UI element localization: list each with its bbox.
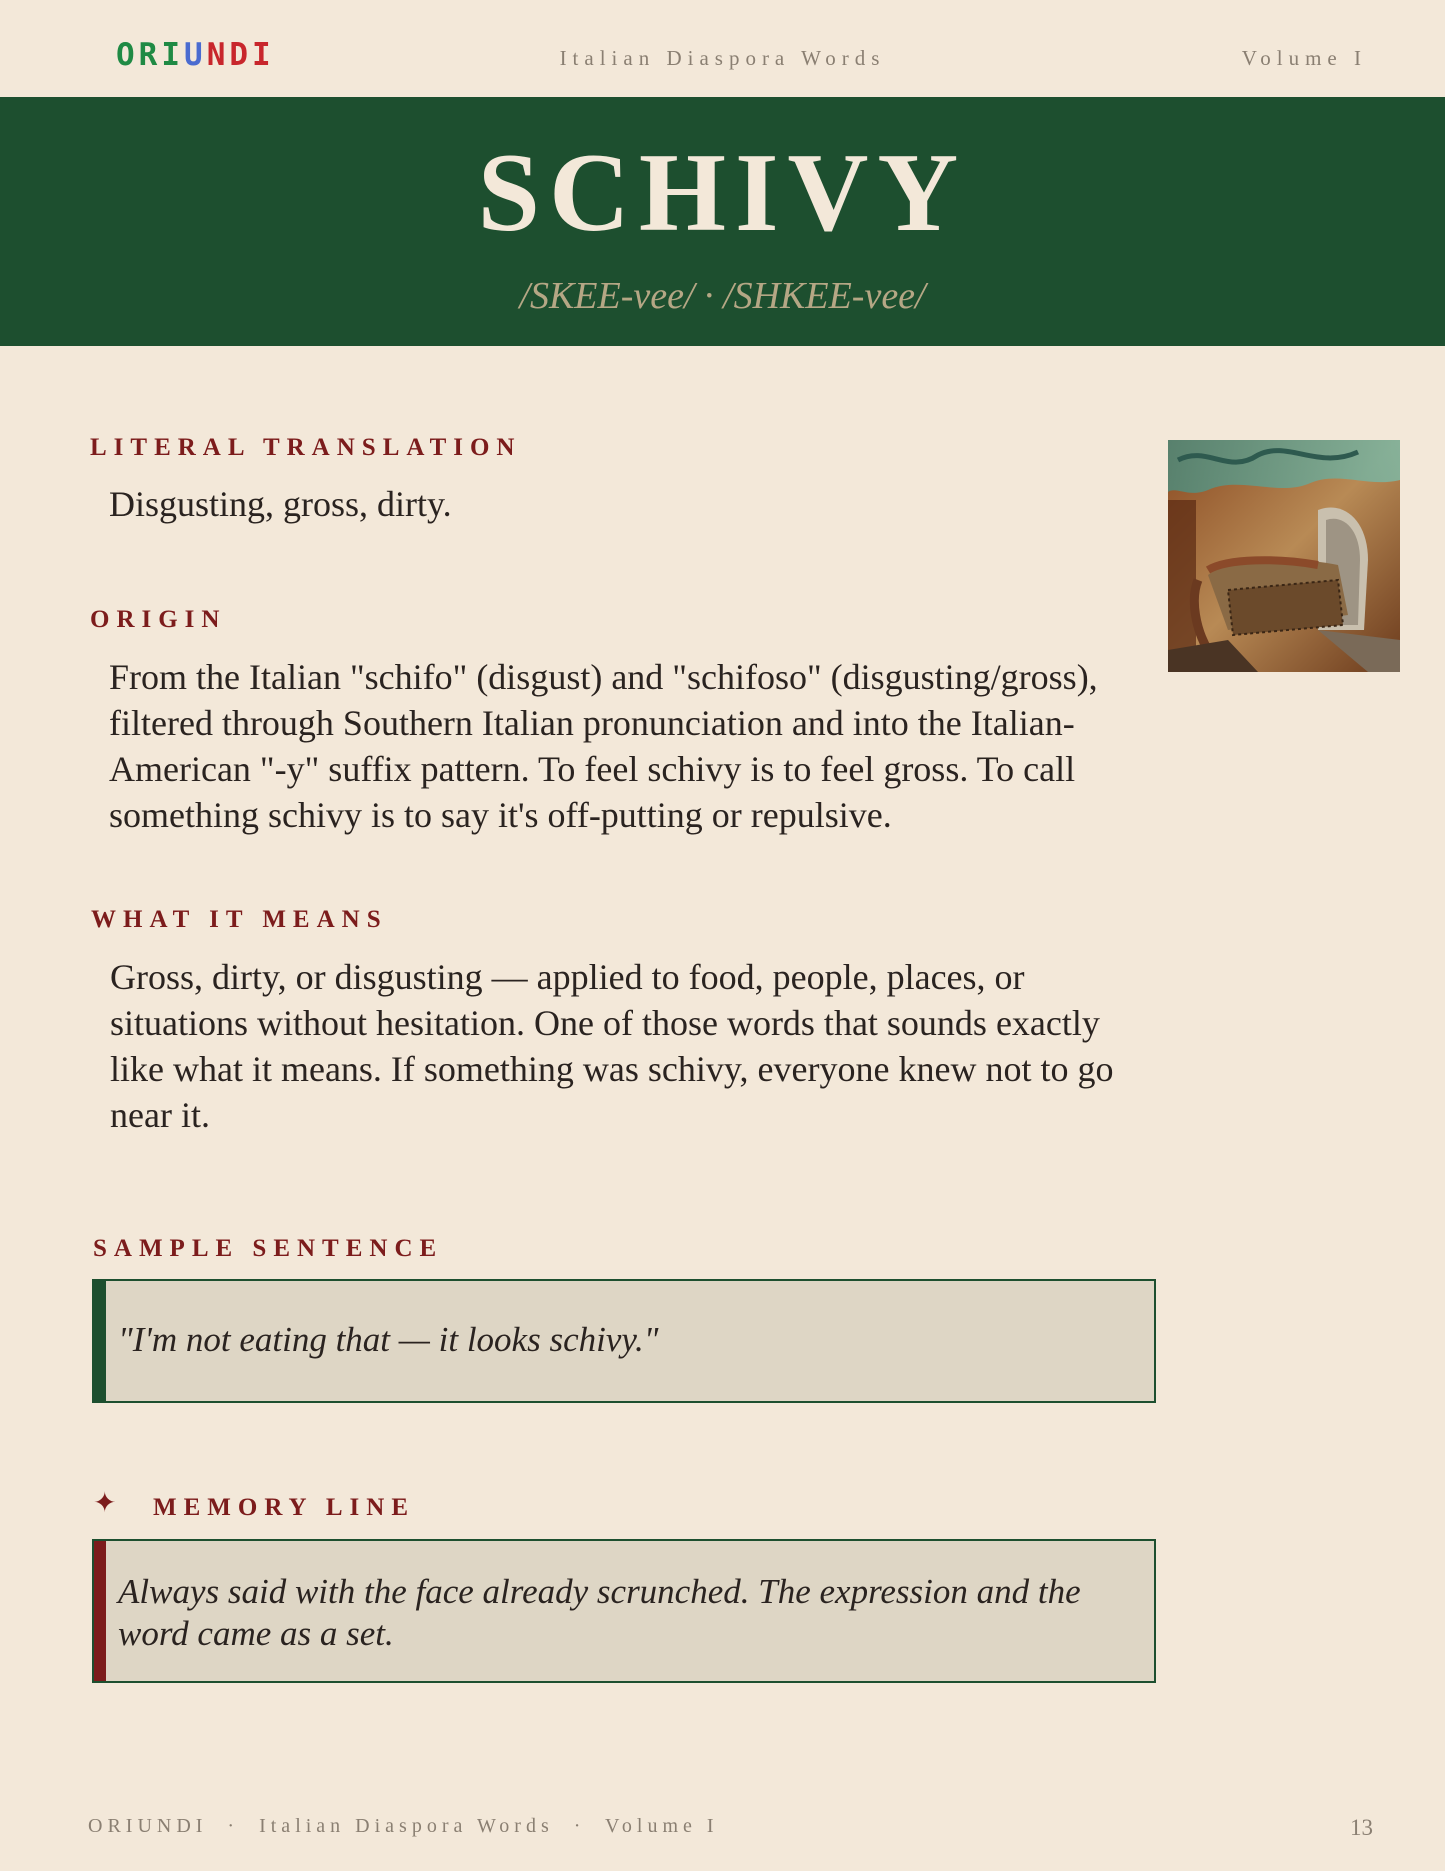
sample-accent-bar — [94, 1281, 106, 1401]
logo-letter: D — [229, 37, 253, 73]
sample-sentence-box — [92, 1279, 1156, 1403]
entry-word: SCHIVY — [477, 131, 968, 255]
literal-translation-label: LITERAL TRANSLATION — [90, 434, 522, 461]
origin-label: ORIGIN — [90, 606, 227, 633]
logo-letter: N — [206, 37, 230, 73]
memory-line-label: MEMORY LINE — [153, 1494, 415, 1521]
logo-letter: R — [138, 37, 162, 73]
page-number: 13 — [1350, 1815, 1373, 1840]
logo-letter: U — [184, 37, 207, 73]
page-header — [0, 0, 1445, 97]
sample-sentence-text: "I'm not eating that — it looks schivy." — [118, 1320, 659, 1359]
pronunciation: /SKEE-vee/ · /SHKEE-vee/ — [519, 275, 926, 317]
logo-letter: O — [116, 37, 139, 73]
footer-series: ORIUNDI · Italian Diaspora Words · Volume I — [88, 1815, 719, 1837]
title-banner — [0, 97, 1445, 346]
star-icon: ✦ — [93, 1488, 117, 1519]
volume-label: Volume I — [1241, 46, 1367, 70]
origin-text: From the Italian "schifo" (disgust) and "schifoso" (disgusting/gross), filtered through Southern Italian pronunciation and into the Italian-American "-y" suffix pattern. To feel schivy is to feel gross. To call something schivy is to say it's off-putting or repulsive. — [109, 657, 1098, 835]
sample-sentence-label: SAMPLE SENTENCE — [93, 1235, 444, 1262]
logo-letter: I — [252, 37, 275, 73]
series-title: Italian Diaspora Words — [559, 46, 886, 70]
what-it-means-label: WHAT IT MEANS — [91, 906, 388, 933]
memory-line-text: Always said with the face already scrunched. The expression and the word came as a set. — [118, 1572, 1081, 1653]
memory-accent-bar — [94, 1541, 106, 1681]
abandoned-armchair-photo — [1168, 440, 1400, 672]
what-it-means-text: Gross, dirty, or disgusting — applied to food, people, places, or situations without hesitation. One of those words that sounds exactly like what it means. If something was schivy, everyone knew not to go near it. — [110, 957, 1114, 1135]
logo-letter: I — [161, 37, 185, 73]
memory-line-box — [92, 1539, 1156, 1683]
literal-translation-text: Disgusting, gross, dirty. — [109, 484, 452, 524]
